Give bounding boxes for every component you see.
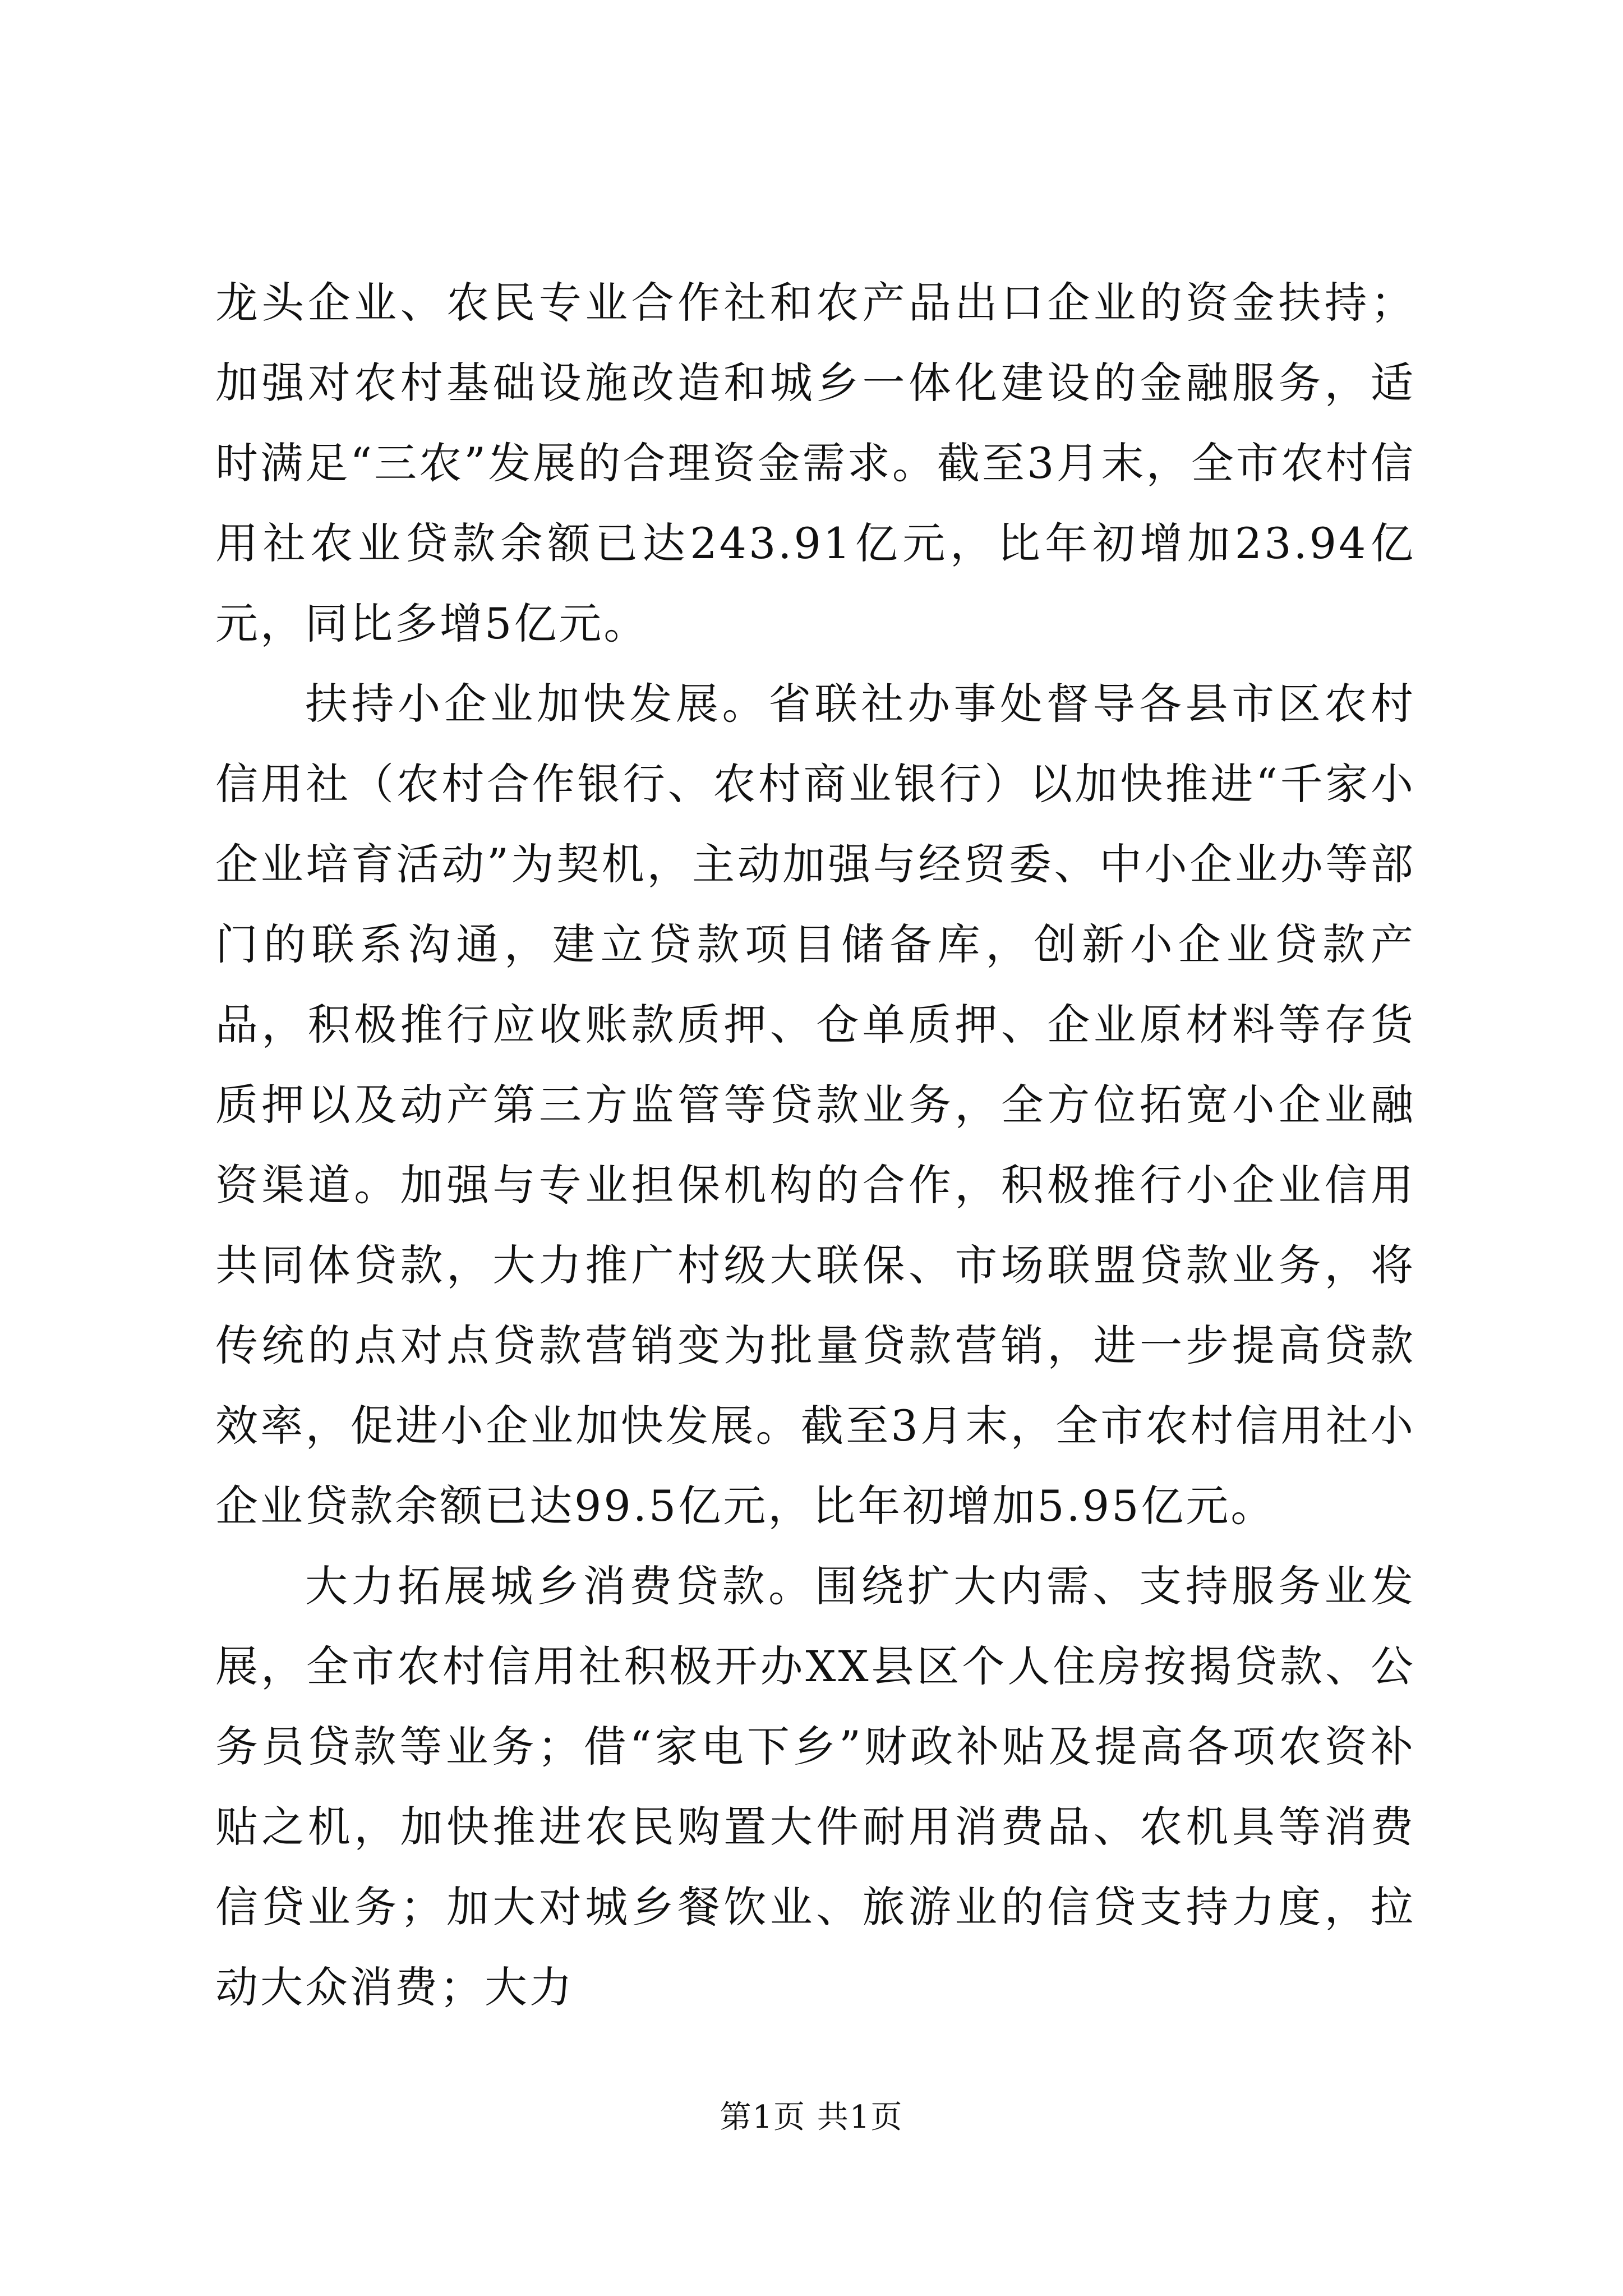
- paragraph-small-enterprise: 扶持小企业加快发展。省联社办事处督导各县市区农村信用社（农村合作银行、农村商业银行）以加快推进“千家小企业培育活动”为契机，主动加强与经贸委、中小企业办等部门的联系沟通，建立贷款项目储备库，创新小企业贷款产品，积极推行应收账款质押、仓单质押、企业原材料等存货质押以及动产第三方监管等贷款业务，全方位拓宽小企业融资渠道。加强与专业担保机构的合作，积极推行小企业信用共同体贷款，大力推广村级大联保、市场联盟贷款业务，将传统的点对点贷款营销变为批量贷款营销，进一步提高贷款效率，促进小企业加快发展。截至3月末，全市农村信用社小企业贷款余额已达99.5亿元，比年初增加5.95亿元。: [215, 679, 1415, 1531]
- paragraph-continued: 龙头企业、农民专业合作社和农产品出口企业的资金扶持；加强对农村基础设施改造和城乡一体化建设的金融服务，适时满足“三农”发展的合理资金需求。截至3月末，全市农村信用社农业贷款余额已达243.91亿元，比年初增加23.94亿元，同比多增5亿元。: [215, 278, 1415, 648]
- paragraph-consumer-loans: 大力拓展城乡消费贷款。围绕扩大内需、支持服务业发展，全市农村信用社积极开办XX县区个人住房按揭贷款、公务员贷款等业务；借“家电下乡”财政补贴及提高各项农资补贴之机，加快推进农民购置大件耐用消费品、农机具等消费信贷业务；加大对城乡餐饮业、旅游业的信贷支持力度，拉动大众消费；大力: [215, 1561, 1415, 2012]
- document-body: [215, 263, 1415, 2027]
- page-footer: 第1页 共1页: [720, 2099, 903, 2136]
